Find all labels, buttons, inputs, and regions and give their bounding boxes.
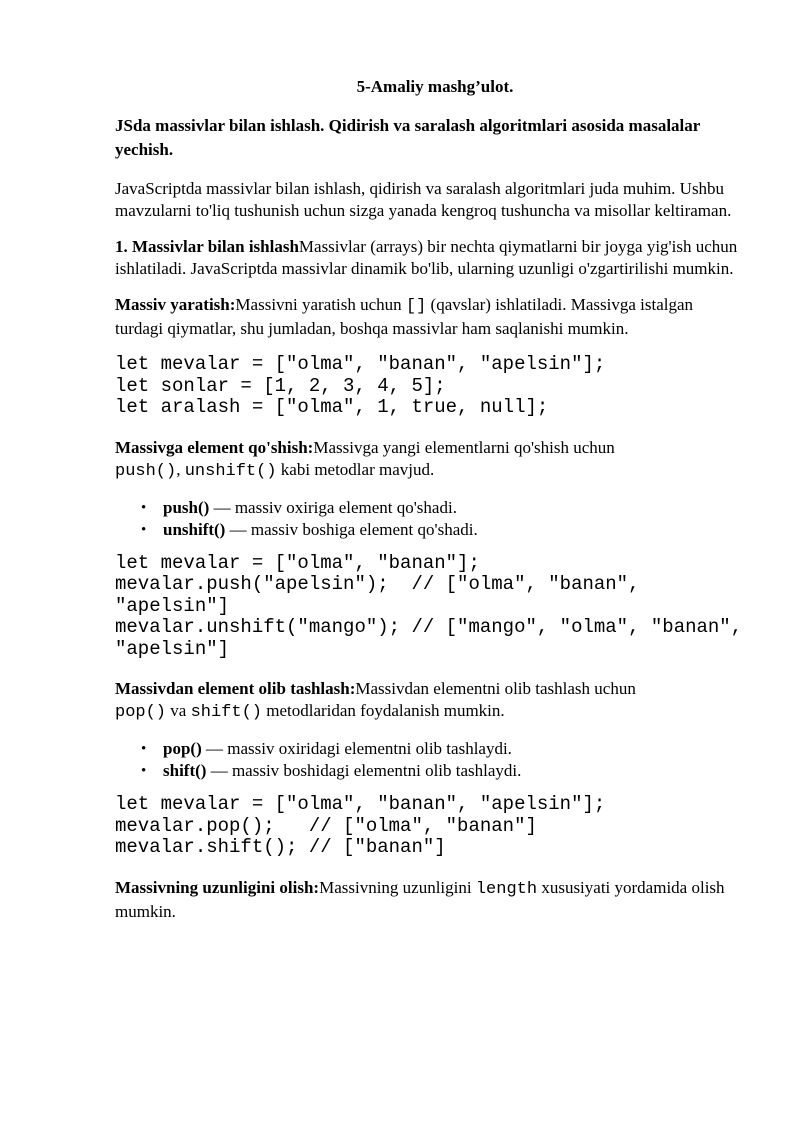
- code-line: let mevalar = ["olma", "banan", "apelsin"];: [115, 353, 606, 375]
- create-text-after: (qavslar) ishlatiladi. Massivga istalgan turdagi qiymatlar, shu jumladan, boshqa massivlar ham saqlanishi mumkin.: [115, 295, 694, 338]
- list-item: [163, 519, 745, 541]
- create-paragraph: [115, 294, 745, 340]
- bullet-desc: — massiv oxiriga element qo'shadi.: [209, 497, 457, 517]
- add-text-before: Massivga yangi elementlarni qo'shish uchun: [313, 437, 615, 457]
- remove-mid: va: [166, 701, 191, 720]
- length-inline-code: length: [475, 879, 538, 899]
- code-line: let mevalar = ["olma", "banan"];: [115, 551, 480, 574]
- list-item: [163, 497, 745, 519]
- section1-heading: 1. Massivlar bilan ishlash: [115, 237, 299, 256]
- add-inline-code-unshift: unshift(): [184, 461, 277, 481]
- code-line: let mevalar = ["olma", "banan", "apelsin"];: [115, 793, 606, 815]
- create-heading: Massiv yaratish:: [115, 295, 236, 314]
- section1-text: Massivlar (arrays) bir nechta qiymatlarni bir joyga yig'ish uchun ishlatiladi. JavaScriptda massivlar dinamik bo'lib, ularning uzunligi o'zgartirilishi mumkin.: [115, 237, 738, 278]
- remove-inline-code-shift: shift(): [190, 703, 262, 722]
- bullet-term: push(): [163, 497, 210, 517]
- length-heading: Massivning uzunligini olish:: [115, 877, 320, 897]
- code-line: "apelsin"]: [115, 637, 230, 660]
- code-line: "apelsin"]: [115, 594, 230, 617]
- bullet-desc: — massiv boshidagi elementni olib tashlaydi.: [206, 761, 522, 780]
- code-line: mevalar.push("apelsin"); // ["olma", "banan",: [115, 573, 640, 595]
- add-sep: ,: [176, 459, 185, 479]
- list-item: [163, 738, 745, 760]
- bullet-term: pop(): [163, 739, 202, 758]
- code-line: let sonlar = [1, 2, 3, 4, 5];: [115, 374, 446, 397]
- length-text-after: xususiyati yordamida olish mumkin.: [115, 877, 725, 921]
- remove-inline-code-pop: pop(): [115, 703, 167, 722]
- add-bullet-list: [115, 497, 745, 541]
- length-text-before: Massivning uzunligini: [319, 877, 476, 897]
- code-line: mevalar.pop(); // ["olma", "banan"]: [115, 814, 537, 837]
- remove-text-after: metodlaridan foydalanish mumkin.: [261, 701, 505, 720]
- code-line: mevalar.unshift("mango"); // ["mango", "olma", "banan",: [115, 616, 743, 638]
- document-content: [115, 76, 745, 937]
- length-paragraph: [115, 877, 745, 923]
- bullet-desc: — massiv boshiga element qo'shadi.: [225, 519, 478, 539]
- section1-paragraph: [115, 236, 745, 280]
- add-inline-code-push: push(): [115, 461, 177, 481]
- add-paragraph: [115, 437, 745, 483]
- remove-heading: Massivdan element olib tashlash:: [115, 679, 356, 698]
- remove-text-before: Massivdan elementni olib tashlash uchun: [355, 679, 636, 698]
- add-code-block: [115, 553, 745, 661]
- add-text-after: kabi metodlar mavjud.: [276, 459, 435, 479]
- list-item: [163, 760, 745, 782]
- add-heading: Massivga element qo'shish:: [115, 437, 314, 457]
- bullet-term: unshift(): [163, 519, 226, 539]
- document-title: 5-Amaliy mashg’ulot.: [356, 77, 514, 96]
- create-text-before: Massivni yaratish uchun: [235, 295, 406, 314]
- create-code-block: [115, 354, 745, 419]
- create-inline-code: []: [405, 297, 427, 316]
- document-subtitle: JSda massivlar bilan ishlash. Qidirish va saralash algoritmlari asosida masalalar yechish.: [115, 116, 701, 159]
- remove-paragraph: [115, 678, 745, 724]
- code-line: mevalar.shift(); // ["banan"]: [115, 836, 446, 858]
- bullet-term: shift(): [163, 761, 207, 780]
- intro-paragraph: JavaScriptda massivlar bilan ishlash, qidirish va saralash algoritmlari juda muhim. Ushbu mavzularni to'liq tushunish uchun sizga yanada kengroq tushuncha va misollar keltiraman.: [115, 179, 732, 220]
- code-line: let aralash = ["olma", 1, true, null];: [115, 396, 549, 418]
- remove-code-block: [115, 794, 745, 859]
- bullet-desc: — massiv oxiridagi elementni olib tashlaydi.: [201, 739, 512, 758]
- remove-bullet-list: [115, 738, 745, 782]
